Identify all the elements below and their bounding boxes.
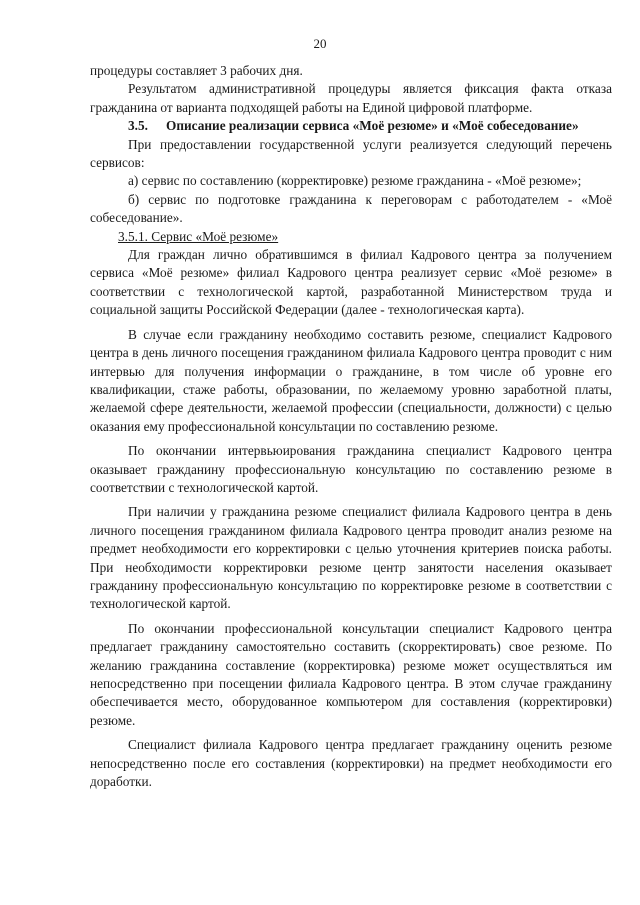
list-item: б) сервис по подготовке гражданина к переговорам с работодателем - «Моё собеседование». [90, 191, 612, 226]
section-heading [90, 117, 612, 135]
paragraph: В случае если гражданину необходимо составить резюме, специалист Кадрового центра в день личного посещения гражданином филиала Кадрового центра проводит с ним интервью для получения информации о гражданине, в том числе об уровне его квалификации, стаже работы, образовании, по желаемому уровню заработной платы, желаемой сфере деятельности, желаемой профессии (специальности, должности) с целью оказания ему профессиональной консультации по составлению резюме. [90, 326, 612, 434]
section-title: Описание реализации сервиса «Моё резюме» и «Моё собеседование» [166, 118, 579, 134]
section-number: 3.5. [128, 118, 148, 134]
paragraph: По окончании интервьюирования гражданина специалист Кадрового центра оказывает гражданину профессиональную консультацию по составлению резюме в соответствии с технологической картой. [90, 443, 612, 495]
paragraph: Результатом административной процедуры является фиксация факта отказа гражданина от варианта подходящей работы на Единой цифровой платформе. [90, 81, 612, 115]
page-number: 20 [313, 36, 327, 51]
list-item: а) сервис по составлению (корректировке) резюме гражданина - «Моё резюме»; [128, 173, 582, 189]
paragraph: Для граждан лично обратившимся в филиал Кадрового центра за получением сервиса «Моё резюме» филиал Кадрового центра реализует сервис «Моё резюме» в соответствии с технологической картой, разработанной Министерством труда и социальной защиты Российской Федерации (далее - технологическая карта). [90, 247, 612, 318]
subsection-heading: 3.5.1. Сервис «Моё резюме» [118, 228, 279, 244]
document-body [90, 62, 612, 791]
paragraph: При наличии у гражданина резюме специалист филиала Кадрового центра в день личного посещения гражданином филиала Кадрового центра проводит анализ резюме на предмет необходимости его корректировки с целью уточнения критериев поиска работы. При необходимости корректировки резюме центр занятости населения оказывает гражданину профессиональную консультацию по корректировке резюме в соответствии с технологической картой. [90, 504, 612, 612]
paragraph: Специалист филиала Кадрового центра предлагает гражданину оценить резюме непосредственно после его составления (корректировки) на предмет необходимости его доработки. [90, 737, 612, 790]
paragraph: При предоставлении государственной услуги реализуется следующий перечень сервисов: [90, 136, 612, 171]
paragraph: По окончании профессиональной консультации специалист Кадрового центра предлагает гражданину самостоятельно составить (скорректировать) свое резюме. По желанию гражданина составление (корректировка) резюме может осуществляться им непосредственно при посещении филиала Кадрового центра. В этом случае гражданину обеспечивается место, оборудованное компьютером для составления (корректировки) резюме. [90, 620, 612, 728]
paragraph: процедуры составляет 3 рабочих дня. [90, 63, 303, 78]
